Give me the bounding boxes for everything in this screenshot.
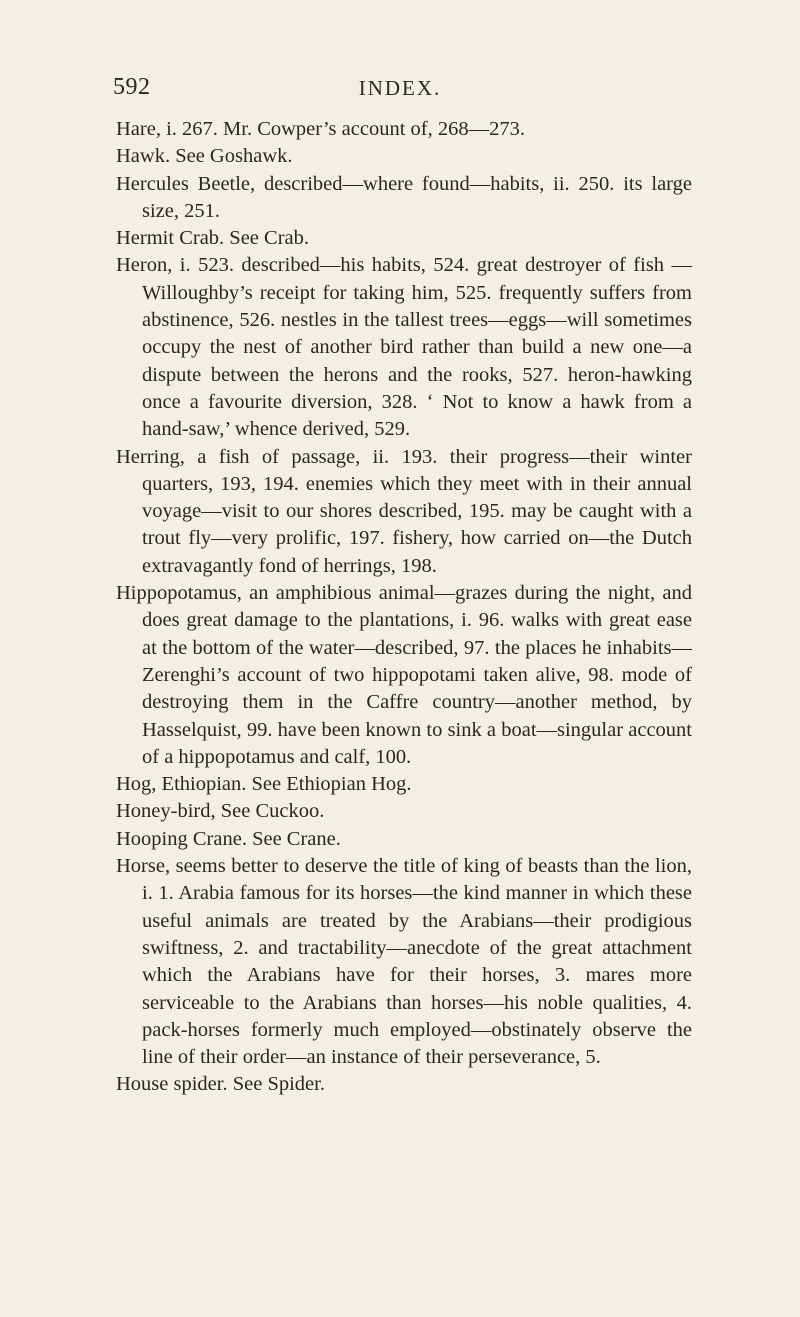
index-entry-hippopotamus: Hippopotamus, an amphibious animal—grazes during the night, and does great damage to the plantations, i. 96. walks with great ease at the bottom of the water—described, 97. the places he inhabits—Zerenghi’s account of two hippopotami taken alive, 98. mode of destroying them in the Caffre country—another method, by Hasselquist, 99. have been known to sink a boat—singular account of a hippopotamus and calf, 100. bbox=[116, 582, 692, 768]
index-entry-hooping-crane: Hooping Crane. See Crane. bbox=[116, 827, 341, 850]
page-number: 592 bbox=[113, 74, 151, 100]
index-entry-herring: Herring, a fish of passage, ii. 193. their progress—their winter quarters, 193, 194. enemies which they meet with in their annual voyage—visit to our shores described, 195. may be caught with a trout fly—very prolific, 197. fishery, how carried on—the Dutch extravagantly fond of herrings, 198. bbox=[116, 445, 692, 577]
index-entry-house-spider: House spider. See Spider. bbox=[116, 1073, 325, 1096]
running-head: INDEX. bbox=[358, 76, 442, 100]
index-entry-heron: Heron, i. 523. described—his habits, 524. great destroyer of fish —Willoughby’s receipt for taking him, 525. frequently suffers from abstinence, 526. nestles in the tallest trees—eggs—will sometimes occupy the nest of another bird rather than build a new one—a dispute between the herons and the rooks, 527. heron-hawking once a favourite diversion, 328. ‘ Not to know a hawk from a hand-saw,’ whence derived, 529. bbox=[116, 254, 692, 441]
index-entry-hare: Hare, i. 267. Mr. Cowper’s account of, 268—273. bbox=[116, 118, 525, 140]
index-entry-horse: Horse, seems better to deserve the title of king of beasts than the lion, i. 1. Arabia famous for its horses—the kind manner in which these useful animals are treated by the Arabians—their prodigious swiftness, 2. and tractability—anecdote of the great attachment which the Arabians have for their horses, 3. mares more serviceable to the Arabians than horses—his noble qualities, 4. pack-horses formerly much employed—obstinately observe the line of their order—an instance of their perseverance, 5. bbox=[116, 855, 692, 1069]
index-entry-honey-bird: Honey-bird, See Cuckoo. bbox=[116, 800, 325, 823]
index-entry-hermit-crab: Hermit Crab. See Crab. bbox=[116, 227, 309, 250]
index-entries bbox=[116, 116, 692, 1099]
index-entry-hercules-beetle: Hercules Beetle, described—where found—habits, ii. 250. its large size, 251. bbox=[116, 172, 692, 222]
index-entry-hawk: Hawk. See Goshawk. bbox=[116, 145, 293, 168]
index-entry-hog: Hog, Ethiopian. See Ethiopian Hog. bbox=[116, 773, 412, 796]
page-header bbox=[0, 74, 800, 110]
